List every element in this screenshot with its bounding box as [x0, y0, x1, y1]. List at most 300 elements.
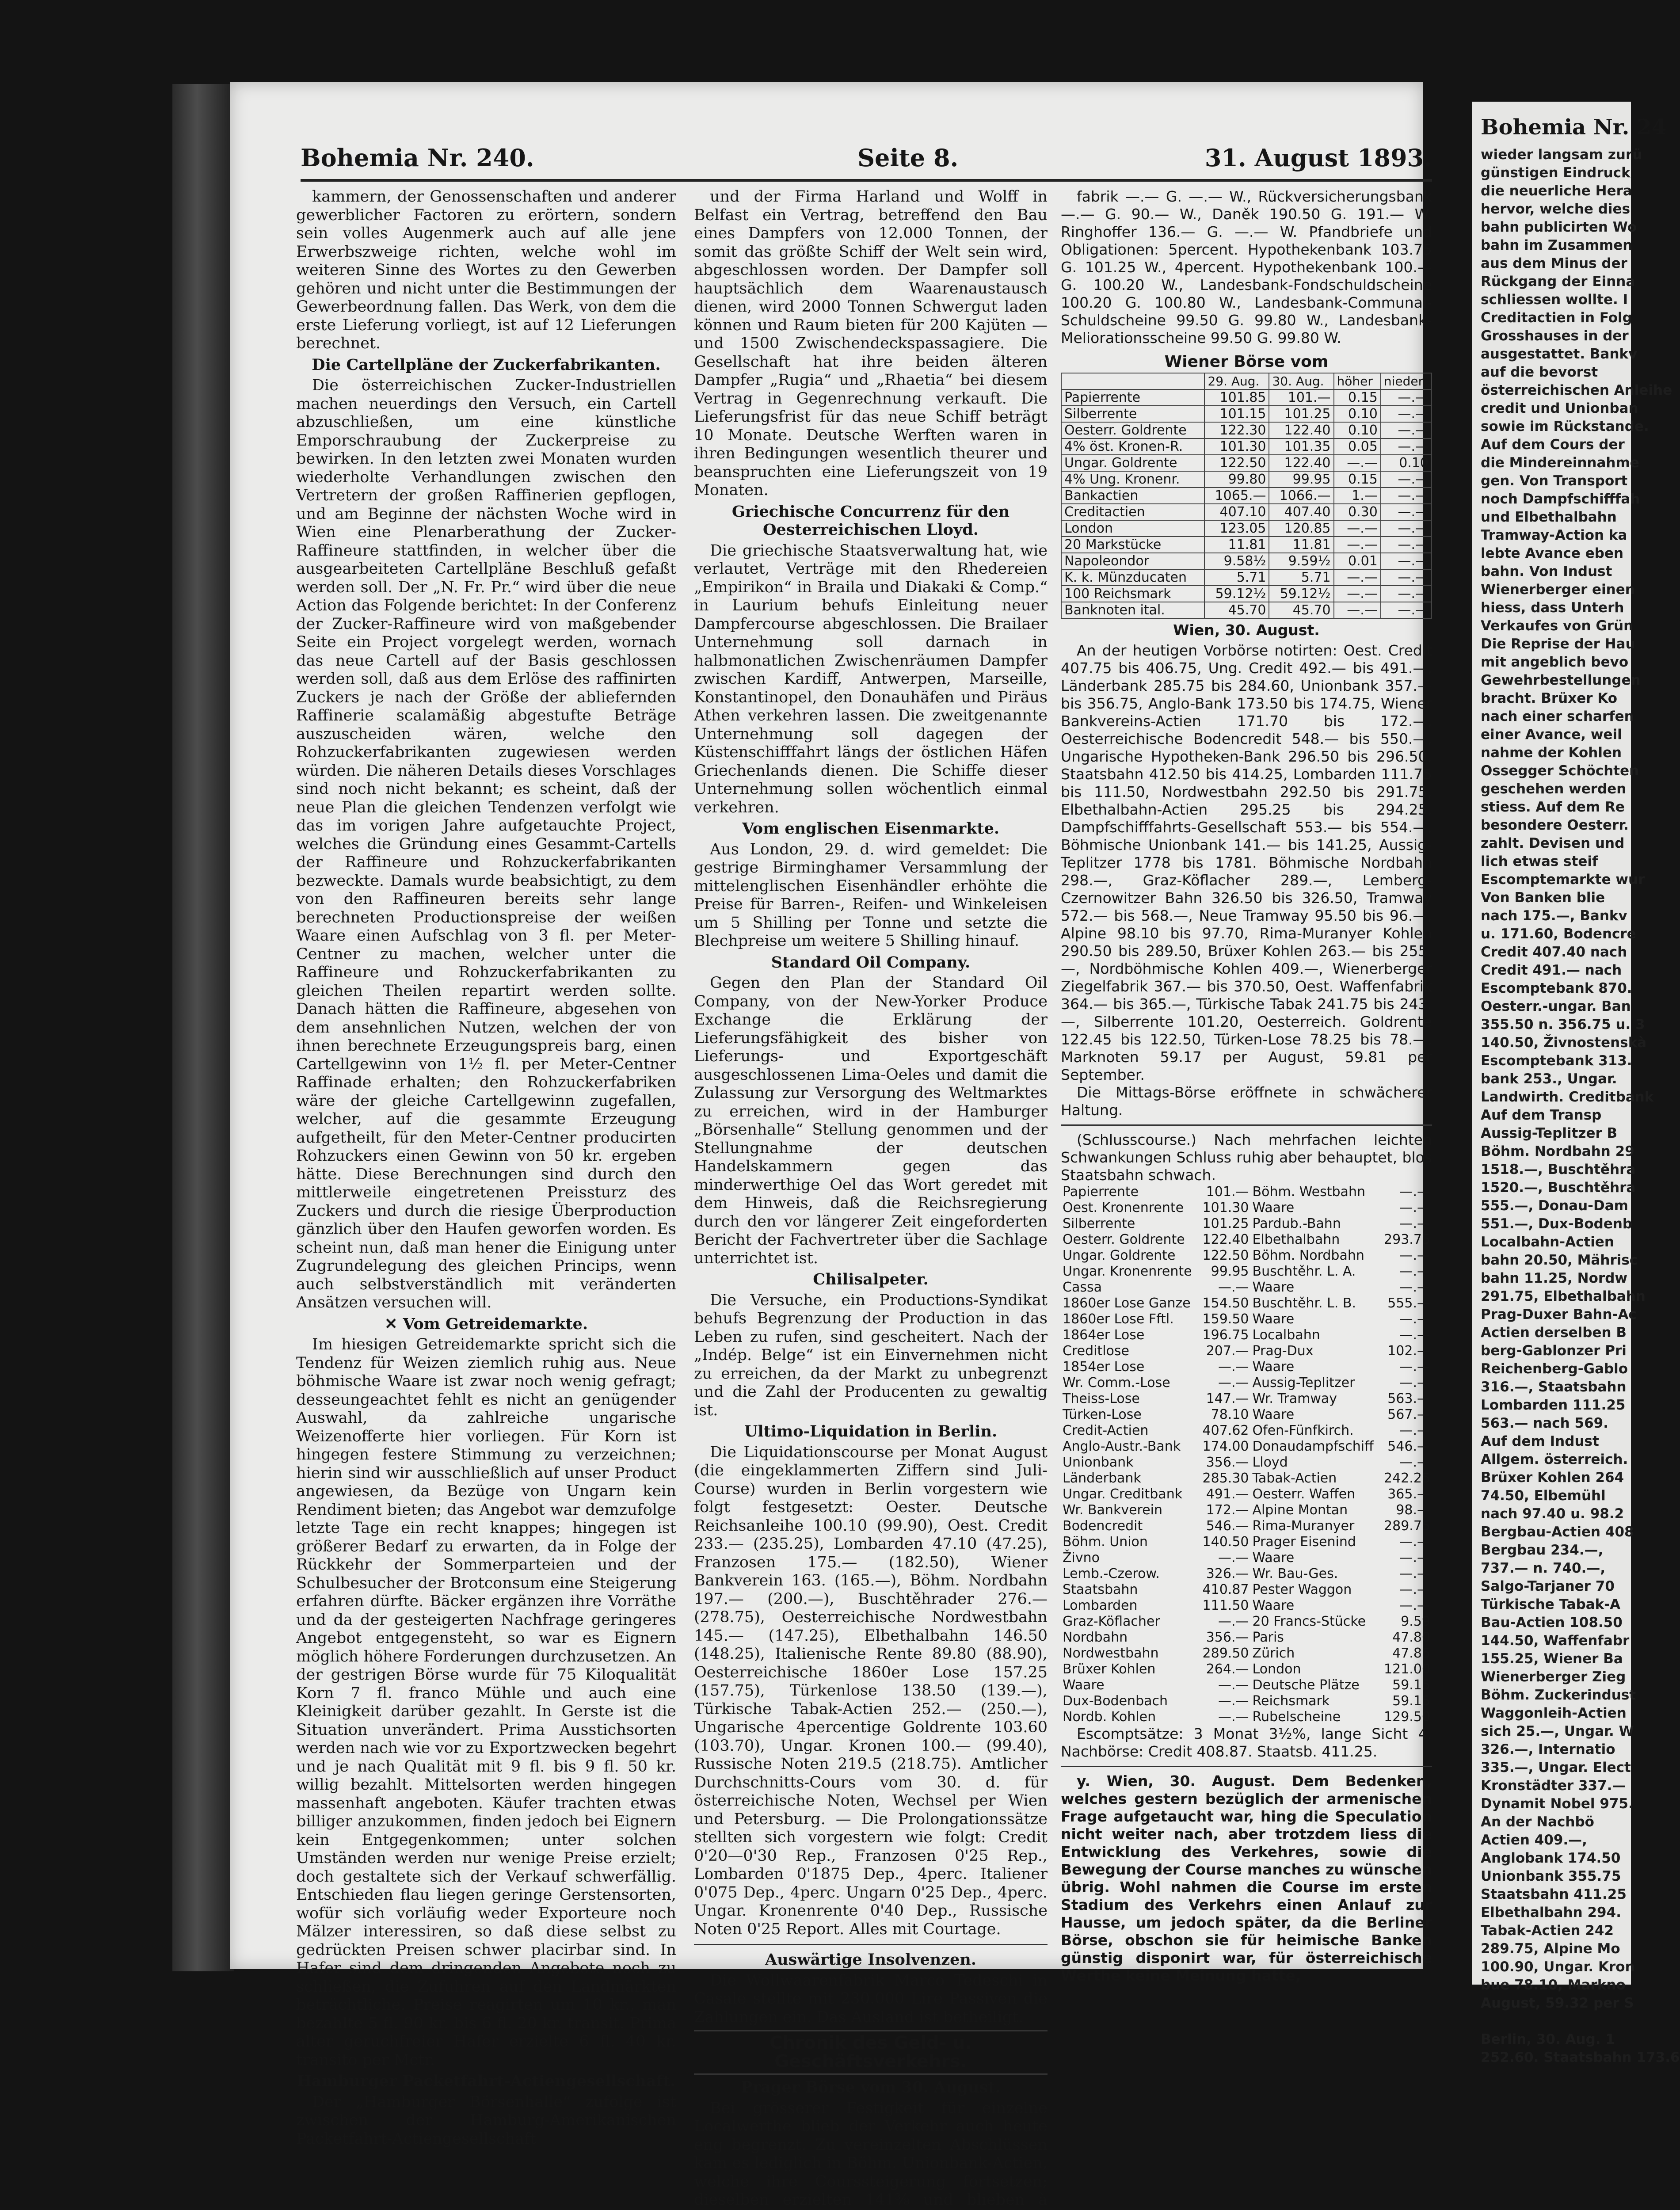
schlusscourse-value: 159.50: [1199, 1311, 1250, 1327]
adjacent-page-line: bue 78.10, Markno: [1481, 1976, 1631, 1994]
adjacent-page-line: zahlt. Devisen und: [1481, 834, 1631, 853]
schlusscourse-value: 129.50: [1380, 1709, 1432, 1725]
schlusscourse-label: Reichsmark: [1251, 1693, 1380, 1709]
schlusscourse-value: 285.30: [1199, 1471, 1250, 1486]
schlusscourse-label: Cassa: [1061, 1280, 1199, 1296]
adjacent-page-line: An der Nachbö: [1481, 1813, 1631, 1831]
adjacent-page-line: 289.75, Alpine Mo: [1481, 1940, 1631, 1958]
adjacent-page-line: 355.50 n. 356.75 u. 3: [1481, 1016, 1631, 1034]
schlusscourse-value: 122.50: [1199, 1248, 1250, 1264]
schlusscourse-value: 174.00: [1199, 1439, 1250, 1455]
schlusscourse-label: Ungar. Goldrente: [1061, 1248, 1199, 1264]
adjacent-page-line: Türkische Tabak-A: [1481, 1596, 1631, 1614]
adjacent-page-line: gen. Von Transport: [1481, 472, 1631, 490]
adjacent-page-line: Landwirth. Creditbank: [1481, 1088, 1631, 1106]
rates-value: —.—: [1334, 602, 1381, 618]
adjacent-page-line: und Elbethalbahn: [1481, 508, 1631, 526]
adjacent-page-line: die Mindereinnahme: [1481, 454, 1631, 472]
adjacent-page-line: Actien derselben B: [1481, 1324, 1631, 1342]
adjacent-page-line: bank 253., Ungar.: [1481, 1070, 1631, 1088]
rates-header-cell: höher: [1334, 373, 1381, 389]
schlusscourse-label: Aussig-Teplitzer: [1251, 1375, 1380, 1391]
adjacent-page-line: einer Avance, weil: [1481, 726, 1631, 744]
adjacent-page-line: Dynamit Nobel 975.: [1481, 1795, 1631, 1813]
rates-value: —.—: [1381, 504, 1432, 520]
adjacent-page-line: Aussig-Teplitzer B: [1481, 1124, 1631, 1143]
adjacent-page-line: lebte Avance eben: [1481, 545, 1631, 563]
adjacent-page-line: bahn. Von Indust: [1481, 563, 1631, 581]
adjacent-page-line: sowie im Rückstande.: [1481, 418, 1631, 436]
col2-divider: [694, 1944, 1048, 1945]
col1-hamburger-text: Der „Hamburger Börsenhalle“ zufolge ist zwischen der Hamburg-Amerikanischen Packetfahrt-Actiengesellschaft: [296, 2093, 676, 2149]
schlusscourse-row: [1061, 1646, 1432, 1661]
schlusscourse-value: 47.85: [1380, 1646, 1432, 1661]
schlusscourse-row: [1061, 1455, 1432, 1471]
schlusscourse-value: 172.—: [1199, 1502, 1250, 1518]
rates-row: [1061, 537, 1432, 553]
schlusscourse-row: [1061, 1439, 1432, 1455]
schlusscourse-value: —.—: [1199, 1280, 1250, 1296]
rates-value: 0.15: [1334, 389, 1381, 406]
col3-top-text: fabrik —.— G. —.— W., Rückversicherungsbank —.— G. 90.— W., Daněk 190.50 G. 191.— W. Ringhoffer 136.— G. —.— W. Pfandbriefe und Obligationen: 5percent. Hypothekenbank 103.75 G. 101.25 W., 4percent. Hypothekenbank 100.— G. 100.20 W., Landesbank-Fondschuldscheine 100.20 G. 100.80 W., Landesbank-Communal-Schuldscheine 99.50 G. 99.80 W., Landesbank-Meliorationsscheine 99.50 G. 99.80 W.: [1061, 188, 1432, 347]
rates-value: 11.81: [1204, 537, 1269, 553]
rates-row: [1061, 389, 1432, 406]
adjacent-page-line: Elbethalbahn 294.: [1481, 1904, 1631, 1922]
adjacent-page-line: 155.25, Wiener Ba: [1481, 1650, 1631, 1668]
schlusscourse-row: [1061, 1614, 1432, 1630]
schlusscourse-row: [1061, 1630, 1432, 1646]
schlusscourse-value: —.—: [1380, 1264, 1432, 1280]
schlusscourse-value: —.—: [1380, 1534, 1432, 1550]
column-2: [694, 188, 1048, 2210]
schlusscourse-value: —.—: [1380, 1582, 1432, 1598]
schlusscourse-value: 122.40: [1199, 1232, 1250, 1248]
rates-value: —.—: [1381, 488, 1432, 504]
adjacent-page-line: Grosshauses in der: [1481, 327, 1631, 345]
col2-standard-oil-text: Gegen den Plan der Standard Oil Company, von der New-Yorker Produce Exchange die Erklärung der Lieferungsfähigkeit des bisher von Lieferungs- und Exportgeschäft ausgeschlossenen Lima-Oeles und damit die Zulassung zur Versorgung des Weltmarktes zu erreichen, wird in der Hamburger „Börsenhalle“ Stellung genommen und der Stellungnahme der deutschen Handelskammern gegen das minderwerthige Oel das Wort geredet mit dem Hinweis, daß die Reichsregierung durch den vor längerer Zeit eingeforderten Bericht der Fachvertreter über die Sachlage unterrichtet ist.: [694, 974, 1048, 1268]
schlusscourse-value: —.—: [1199, 1550, 1250, 1566]
rates-header-row: [1061, 373, 1432, 389]
rates-value: 99.80: [1204, 471, 1269, 488]
adjacent-page-header: Bohemia Nr. 24: [1481, 115, 1666, 140]
rates-value: 9.59½: [1269, 553, 1333, 569]
rates-row: [1061, 553, 1432, 569]
schlusscourse-value: 196.75: [1199, 1327, 1250, 1343]
rates-value: —.—: [1334, 455, 1381, 471]
rates-value: 45.70: [1204, 602, 1269, 618]
adjacent-page-text: [1481, 146, 1631, 2067]
schlusscourse-label: Dux-Bodenbach: [1061, 1693, 1199, 1709]
schlusscourse-table: [1061, 1184, 1432, 1725]
schlusscourse-label: Nordwestbahn: [1061, 1646, 1199, 1661]
rates-row: [1061, 438, 1432, 455]
rates-value: 11.81: [1269, 537, 1333, 553]
col1-heading-getreide: ✕ Vom Getreidemarkte.: [296, 1315, 676, 1334]
adjacent-page-line: hiess, dass Unterh: [1481, 599, 1631, 617]
rates-value: 0.01: [1334, 553, 1381, 569]
rates-value: 101.—: [1269, 389, 1333, 406]
schlusscourse-row: [1061, 1280, 1432, 1296]
adjacent-page-line: Kronstädter 337.—: [1481, 1777, 1631, 1795]
rates-value: —.—: [1381, 537, 1432, 553]
rates-value: —.—: [1381, 553, 1432, 569]
schlusscourse-label: Paris: [1251, 1630, 1380, 1646]
adjacent-page-line: Auf dem Indust: [1481, 1433, 1631, 1451]
schlusscourse-value: —.—: [1199, 1677, 1250, 1693]
schlusscourse-label: Waare: [1251, 1550, 1380, 1566]
rates-value: 1.—: [1334, 488, 1381, 504]
rates-value: —.—: [1381, 438, 1432, 455]
rates-row: [1061, 569, 1432, 586]
schlusscourse-label: Waare: [1251, 1280, 1380, 1296]
rates-label: London: [1061, 520, 1204, 537]
schlusscourse-label: Wr. Tramway: [1251, 1391, 1380, 1407]
schlusscourse-label: Rubelscheine: [1251, 1709, 1380, 1725]
rates-header-cell: 30. Aug.: [1269, 373, 1333, 389]
rates-value: 59.12½: [1269, 586, 1333, 602]
adjacent-page-line: günstigen Eindruck: [1481, 164, 1631, 182]
schlusscourse-label: Zürich: [1251, 1646, 1380, 1661]
adjacent-page-line: Credit 491.— nach: [1481, 961, 1631, 979]
chronik-heading: Chronik des Geld- u. Geschäftsverkehrs.: [694, 2030, 1048, 2075]
rates-value: 0.30: [1334, 504, 1381, 520]
schlusscourse-value: 9.59: [1380, 1614, 1432, 1630]
adjacent-page-line: auf die bevorst: [1481, 363, 1631, 381]
schlusscourse-label: Waare: [1251, 1311, 1380, 1327]
adjacent-page-line: nahme der Kohlen: [1481, 744, 1631, 762]
schlusscourse-label: Theiss-Lose: [1061, 1391, 1199, 1407]
header-title: Bohemia Nr. 240.: [301, 144, 534, 172]
adjacent-page-line: Bergbau 234.—,: [1481, 1541, 1631, 1559]
schlusscourse-value: 356.—: [1199, 1630, 1250, 1646]
adjacent-page-line: österreichischen Anleihe: [1481, 381, 1631, 400]
adjacent-page-line: Von Banken blie: [1481, 889, 1631, 907]
adjacent-page-line: geschehen werden: [1481, 780, 1631, 798]
schlusscourse-value: —.—: [1380, 1423, 1432, 1439]
schlusscourse-label: Buschtěhr. L. B.: [1251, 1296, 1380, 1311]
schlusscourse-row: [1061, 1582, 1432, 1598]
adjacent-page-line: 140.50, Živnostenskà: [1481, 1034, 1631, 1052]
schlusscourse-row: [1061, 1693, 1432, 1709]
rates-value: 120.85: [1269, 520, 1333, 537]
adjacent-page-line: stiess. Auf dem Re: [1481, 798, 1631, 816]
schlusscourse-row: [1061, 1518, 1432, 1534]
y-wien-report: y. Wien, 30. August. Dem Bedenken, welches gestern bezüglich der armenischen Frage aufgetaucht war, hing die Speculation nicht weiter nach, aber trotzdem liess die Entwicklung des Verkehres, sowie die Bewegung der Course manches zu wünschen übrig. Wohl nahmen die Course im ersten Stadium des Verkehrs einen Anlauf zur Hausse, um jedoch später, da die Berliner Börse, obschon sie für heimische Banken günstig disponirt war, für österreichische Werthe keine Meinung hatte,: [1061, 1772, 1432, 1985]
adjacent-page-line: Rückgang der Einna: [1481, 273, 1631, 291]
schlusscourse-value: 207.—: [1199, 1343, 1250, 1359]
rates-value: 0.05: [1334, 438, 1381, 455]
schlusscourse-row: [1061, 1327, 1432, 1343]
schlusscourse-label: 1860er Lose Ganze: [1061, 1296, 1199, 1311]
rates-label: Oesterr. Goldrente: [1061, 422, 1204, 438]
col2-eisen-text: Aus London, 29. d. wird gemeldet: Die gestrige Birminghamer Versammlung der mittelenglischen Eisenhändler erhöhte die Preise für Barren-, Reifen- und Winkeleisen um 5 Shilling per Tonne und setzte die Blechpreise um weitere 5 Shilling hinauf.: [694, 841, 1048, 951]
rates-label: 100 Reichsmark: [1061, 586, 1204, 602]
schlusscourse-value: 242.25: [1380, 1471, 1432, 1486]
schlusscourse-label: Oesterr. Goldrente: [1061, 1232, 1199, 1248]
schlusscourse-row: [1061, 1359, 1432, 1375]
schlusscourse-row: [1061, 1391, 1432, 1407]
rates-row: [1061, 455, 1432, 471]
schlusscourse-value: 78.10: [1199, 1407, 1250, 1423]
schlusscourse-value: —.—: [1380, 1200, 1432, 1216]
schlusscourse-label: Lemb.-Czerow.: [1061, 1566, 1199, 1582]
adjacent-page-line: ausgestattet. Bankv: [1481, 345, 1631, 363]
schlusscourse-row: [1061, 1311, 1432, 1327]
rates-value: —.—: [1381, 422, 1432, 438]
schlusscourse-row: [1061, 1232, 1432, 1248]
adjacent-page-line: Auf dem Cours der: [1481, 436, 1631, 454]
schlusscourse-value: 289.50: [1199, 1646, 1250, 1661]
col1-getreide-text: Im hiesigen Getreidemarkte spricht sich die Tendenz für Weizen ziemlich ruhig aus. Neue böhmische Waare ist zwar noch wenig gefragt; desseungeachtet fehlt es nicht an genügender Auswahl, da zahlreiche ungarische Weizenofferte hier vorliegen. Für Korn ist hingegen festere Stimmung zu verzeichnen; hierin sind wir ausschließlich auf unser Product angewiesen, da Bezüge von Ungarn kein Rendiment bieten; das Angebot war demzufolge letzte Tage ein recht knappes; hingegen ist größerer Bedarf zu erwarten, da in Folge der Rückkehr der Sommerparteien und der Schulbesucher der Brotconsum eine Steigerung erfahren dürfte. Bäcker ergänzen ihre Vorräthe und da der gesteigerten Nachfrage geringeres Angebot entgegensteht, so war es Eignern möglich höhere Forderungen durchzusetzen. An der gestrigen Börse wurde für 75 Kiloqualität Korn 7 fl. franco Mühle und auch eine Kleinigkeit darüber gezahlt. In Gerste ist die Situation unverändert. Prima Ausstichsorten werden nach wie vor zu Exportzwecken begehrt und je nach Qualität mit 9 fl. bis 9 fl. 50 kr. willig bezahlt. Mittelsorten werden hingegen massenhaft angeboten. Käufer trachten etwas billiger anzukommen, finden jedoch bei Eignern kein Entgegenkommen; unter solchen Umständen werden nur wenige Preise erzielt; doch gestaltete sich der Verkauf schwerfällig. Entschieden flau liegen geringe Gerstensorten, wofür sich vorläufig weder Exporteure noch Mälzer interessiren, so daß diese selbst zu gedrückten Preisen schwer placirbar sind. In Hafer sind dem dringenden Angebote noch zu schließen, die Zufuhren auf den Landmärkten beträchtliche. Preise reagirten um 10 kr., man bezahlte 5 fl. 90 kr. bis 6 fl. 20 kr. transit. Prima alter geruchfreier Hafer erzielte 6 fl. 40 kr. transito per Mctr.: [296, 1336, 676, 2069]
rates-value: 5.71: [1269, 569, 1333, 586]
schlusscourse-row: [1061, 1423, 1432, 1439]
schlusscourse-label: Unionbank: [1061, 1455, 1199, 1471]
rates-value: 123.05: [1204, 520, 1269, 537]
rates-label: 4% öst. Kronen-R.: [1061, 438, 1204, 455]
rates-label: Banknoten ital.: [1061, 602, 1204, 618]
rates-value: 122.50: [1204, 455, 1269, 471]
adjacent-page-line: Waggonleih-Actien: [1481, 1704, 1631, 1722]
adjacent-page-line: 563.— nach 569.: [1481, 1414, 1631, 1433]
schlusscourse-value: —.—: [1380, 1311, 1432, 1327]
rates-value: 1066.—: [1269, 488, 1333, 504]
adjacent-page-line: hervor, welche dies: [1481, 200, 1631, 218]
adjacent-page-line: Verkaufes von Grün: [1481, 617, 1631, 635]
adjacent-page-line: Reichenberg-Gablo: [1481, 1360, 1631, 1378]
rates-value: —.—: [1381, 389, 1432, 406]
adjacent-page-line: Anglobank 174.50: [1481, 1849, 1631, 1867]
adjacent-page-line: 555.—, Donau-Dam: [1481, 1197, 1631, 1215]
schlusscourse-value: 491.—: [1199, 1486, 1250, 1502]
adjacent-page-line: Berlin, 30. Aug. 1: [1481, 2031, 1631, 2049]
schlusscourse-label: Wr. Bankverein: [1061, 1502, 1199, 1518]
col2-heading-chilisalpeter: Chilisalpeter.: [694, 1270, 1048, 1289]
rates-value: —.—: [1334, 520, 1381, 537]
rates-value: 122.40: [1269, 455, 1333, 471]
adjacent-page-line: Salgo-Tarjaner 70: [1481, 1577, 1631, 1596]
schlusscourse-label: Prag-Dux: [1251, 1343, 1380, 1359]
adjacent-page-line: nach einer scharfen: [1481, 708, 1631, 726]
schlusscourse-row: [1061, 1566, 1432, 1582]
adjacent-page-line: Credit 407.40 nach: [1481, 943, 1631, 961]
adjacent-page-line: 551.—, Dux-Bodenb: [1481, 1215, 1631, 1233]
adjacent-page-line: u. 171.60, Bodencre: [1481, 925, 1631, 943]
schlusscourse-value: —.—: [1380, 1359, 1432, 1375]
adjacent-page-line: Ossegger Schöchten: [1481, 762, 1631, 780]
schlusscourse-row: [1061, 1407, 1432, 1423]
schlusscourse-value: —.—: [1380, 1550, 1432, 1566]
wien-vorboerse-text: An der heutigen Vorbörse notirten: Oest. Credit 407.75 bis 406.75, Ung. Credit 492.— bis 491.—, Länderbank 285.75 bis 284.60, Unionbank 357.— bis 356.75, Anglo-Bank 173.50 bis 174.75, Wiener Bankvereins-Actien 171.70 bis 172.—, Oesterreichische Bodencredit 548.— bis 550.—, Ungarische Hypotheken-Bank 296.50 bis 296.50, Staatsbahn 412.50 bis 414.25, Lombarden 111.75 bis 111.50, Nordwestbahn 292.50 bis 291.75, Elbethalbahn-Actien 295.25 bis 294.25, Dampfschifffahrts-Gesellschaft 553.— bis 554.—, Böhmische Unionbank 141.— bis 141.25, Aussig-Teplitzer 1778 bis 1781. Böhmische Nordbahn 298.—, Graz-Köflacher 289.—, Lemberg-Czernowitzer Bahn 326.50 bis 326.50, Tramway 572.— bis 568.—, Neue Tramway 95.50 bis 96.—, Alpine 98.10 bis 97.70, Rima-Muranyer Kohlen 290.50 bis 289.50, Brüxer Kohlen 263.— bis 255.—, Nordböhmische Kohlen 409.—, Wienerberger Ziegelfabrik 367.— bis 370.50, Oest. Waffenfabrik 364.— bis 365.—, Türkische Tabak 241.75 bis 243.—, Silberrente 101.20, Oesterreich. Goldrente 122.45 bis 122.50, Türken-Lose 78.25 bis 78.—, Marknoten 59.17 per August, 59.81 per September.: [1061, 642, 1432, 1084]
schlusscourse-value: —.—: [1380, 1375, 1432, 1391]
rates-value: —.—: [1334, 569, 1381, 586]
rates-value: 5.71: [1204, 569, 1269, 586]
schlusscourse-value: 293.75: [1380, 1232, 1432, 1248]
schlusscourse-value: 99.95: [1199, 1264, 1250, 1280]
col1-heading-hamburger: Hamburger Packetfahrt-Actiengesellschaft.: [296, 2072, 676, 2091]
adjacent-page-line: sich 25.—, Ungar. W: [1481, 1722, 1631, 1741]
schlusscourse-row: [1061, 1677, 1432, 1693]
schlusscourse-label: Waare: [1061, 1677, 1199, 1693]
schlusscourse-label: Waare: [1251, 1407, 1380, 1423]
rates-value: —.—: [1381, 602, 1432, 618]
schlusscourse-value: 101.—: [1199, 1184, 1250, 1200]
rates-value: 45.70: [1269, 602, 1333, 618]
adjacent-page-line: Die Reprise der Hau: [1481, 635, 1631, 653]
schlusscourse-label: Pardub.-Bahn: [1251, 1216, 1380, 1232]
schlusscourse-label: London: [1251, 1661, 1380, 1677]
schlusscourse-row: [1061, 1598, 1432, 1614]
rates-label: Napoleondor: [1061, 553, 1204, 569]
adjacent-page-line: bahn im Zusammen: [1481, 236, 1631, 255]
schlusscourse-label: Silberrente: [1061, 1216, 1199, 1232]
schlusscourse-value: 59.15: [1380, 1677, 1432, 1693]
col3-divider: [1061, 1124, 1432, 1126]
adjacent-page-line: 291.75, Elbethalbahn: [1481, 1288, 1631, 1306]
schlusscourse-row: [1061, 1216, 1432, 1232]
rates-value: 407.40: [1269, 504, 1333, 520]
schlusscourse-label: Lombarden: [1061, 1598, 1199, 1614]
schlusscourse-value: 407.62: [1199, 1423, 1250, 1439]
adjacent-page-line: nach 97.40 u. 98.2: [1481, 1505, 1631, 1523]
schlusscourse-text: (Schlusscourse.) Nach mehrfachen leichten Schwankungen Schluss ruhig aber behauptet, blos Staatsbahn schwach.: [1061, 1131, 1432, 1184]
adjacent-page-line: Böhm. Nordbahn 29: [1481, 1143, 1631, 1161]
rates-label: 20 Markstücke: [1061, 537, 1204, 553]
col1-zucker-text: Die österreichischen Zucker-Industriellen machen neuerdings den Versuch, ein Cartell abzuschließen, um eine künstliche Emporschraubung der Zuckerpreise zu bewirken. In den letzten zwei Monaten wurden wiederholte Verhandlungen zwischen den Vertretern der großen Raffinerien gepflogen, und am Beginne der nächsten Woche wird in Wien eine Plenarberathung der Zucker-Raffineure stattfinden, in welcher über die ausgearbeiteten Cartellpläne Beschluß gefaßt werden soll. Der „N. Fr. Pr.“ wird über die neue Action das Folgende berichtet: In der Conferenz der Zucker-Raffineure wird von maßgebender Seite ein Project vorgelegt werden, wornach das neue Cartell auf der Basis geschlossen werden soll, daß aus dem Erlöse des raffinirten Zuckers je nach der Größe der abliefernden Raffinerie scalamäßig abgestufte Beträge auszuscheiden wären, welche den Rohzuckerfabrikanten zugewiesen werden würden. Die näheren Details dieses Vorschlages sind noch nicht bekannt; es scheint, daß der neue Plan die gleichen Tendenzen verfolgt wie das im vorigen Jahre aufgetauchte Project, welches die Gründung eines Gesammt-Cartells der Raffineure und Rohzuckerfabrikanten bezweckte. Damals wurde beabsichtigt, zu dem von den Raffineuren bereits sehr lange berechneten Productionspreise der weißen Waare einen Aufschlag von 3 fl. per Meter-Centner zu machen, welcher unter die Raffineure und Rohzuckerfabrikanten zu gleichen Theilen repartirt werden sollte. Danach hätten die Raffineure, abgesehen von dem ansehnlichen Nutzen, welchen der von ihnen berechnete Erzeugungspreis barg, einen Cartellgewinn von 1½ fl. per Meter-Centner Raffinade erhalten; den Rohzuckerfabriken wäre der gleiche Cartellgewinn zugefallen, welcher, auf die gesammte Erzeugung aufgetheilt, für den Meter-Centner producirten Rohzuckers einen Gewinn von 50 kr. ergeben hätte. Diese Berechnungen sind durch den mittlerweile eingetretenen Preissturz des Zuckers und durch die riesige Überproduction gänzlich über den Haufen geworfen worden. Es scheint nun, daß man hener die Einigung unter Zugrundelegung des gleichen Princips, wenn auch selbstverständlich mit veränderten Ansätzen versuchen will.: [296, 377, 676, 1312]
rates-header-cell: nieder: [1381, 373, 1432, 389]
schlusscourse-label: Bodencredit: [1061, 1518, 1199, 1534]
adjacent-page-line: mit angeblich bevo: [1481, 653, 1631, 671]
adjacent-page-line: 316.—, Staatsbahn: [1481, 1378, 1631, 1396]
schlusscourse-row: [1061, 1550, 1432, 1566]
rates-value: 0.10: [1334, 422, 1381, 438]
col2-heading-lloyd: Griechische Concurrenz für den Oesterreichischen Lloyd.: [694, 503, 1048, 539]
adjacent-page-line: Oesterr.-ungar. Ban: [1481, 998, 1631, 1016]
wiener-boerse-title: Wiener Börse vom: [1061, 353, 1432, 371]
adjacent-page-line: berg-Gablonzer Pri: [1481, 1342, 1631, 1360]
adjacent-page-line: [1481, 2012, 1631, 2031]
schlusscourse-value: 365.—: [1380, 1486, 1432, 1502]
schlusscourse-value: 121.00: [1380, 1661, 1432, 1677]
header-page-number: Seite 8.: [857, 144, 958, 172]
schlusscourse-value: 563.—: [1380, 1391, 1432, 1407]
rates-value: 0.10: [1381, 455, 1432, 471]
adjacent-page-line: 252.60. Staatsbahn 173.6: [1481, 2049, 1631, 2067]
col2-chilisalpeter-text: Die Versuche, ein Productions-Syndikat behufs Begrenzung der Production in das Leben zu rufen, sind gescheitert. Nach der „Indép. Belge“ ist ein Einvernehmen nicht zu erreichen, da der Markt zu unbegrenzt und die Zahl der Producenten zu gewaltig ist.: [694, 1292, 1048, 1420]
rates-label: Ungar. Goldrente: [1061, 455, 1204, 471]
adjacent-page-line: lich etwas steif: [1481, 853, 1631, 871]
rates-value: 9.58½: [1204, 553, 1269, 569]
adjacent-page-line: noch Dampfschifffah: [1481, 490, 1631, 508]
rates-header-cell: 29. Aug.: [1204, 373, 1269, 389]
schlusscourse-value: 326.—: [1199, 1566, 1250, 1582]
escompte-text: Escomptsätze: 3 Monat 3½%, lange Sicht 4. Nachbörse: Credit 408.87. Staatsb. 411.25.: [1061, 1725, 1432, 1760]
adjacent-page-line: Tramway-Action ka: [1481, 526, 1631, 545]
rates-label: Silberrente: [1061, 406, 1204, 422]
col2-ultimo-text: Die Liquidationscourse per Monat August (die eingeklammerten Ziffern sind Juli-Course) wurden in Berlin vorgestern wie folgt festgesetzt: Oester. Deutsche Reichsanleihe 100.10 (99.90), Oest. Credit 233.— (235.25), Lombarden 47.10 (47.25), Franzosen 175.— (182.50), Wiener Bankverein 163. (165.—), Böhm. Nordbahn 197.— (200.—), Buschtěhrader 276.— (278.75), Oesterreichische Nordwestbahn 145.— (147.25), Elbethalbahn 146.50 (148.25), Italienische Rente 89.80 (88.90), Oesterreichische 1860er Lose 157.25 (157.75), Türkenlose 138.50 (139.—), Türkische Tabak-Actien 252.— (250.—), Ungarische 4percentige Goldrente 103.60 (103.70), Ungar. Kronen 100.— (99.40), Russische Noten 219.5 (218.75). Amtlicher Durchschnitts-Cours vom 30. d. für österreichische Noten, Wechsel per Wien und Petersburg. — Die Prolongationssätze stellten sich vorgestern wie folgt: Credit 0'20—0'30 Rep., Franzosen 0'25 Rep., Lombarden 0'1875 Dep., 4perc. Italiener 0'075 Dep., 4perc. Ungarn 0'25 Dep., 4perc. Ungar. Kronenrente 0'40 Dep., Russische Noten 0'25 Report. Alles mit Courtage.: [694, 1444, 1048, 1939]
schlusscourse-label: Creditlose: [1061, 1343, 1199, 1359]
col1-intro: kammern, der Genossenschaften und anderer gewerblicher Factoren zu erörtern, sondern sein volles Augenmerk auch auf alle jene Erwerbszweige richten, welche wohl im weiteren Sinne des Wortes zu den Gewerben gehören und nicht unter die Bestimmungen der Gewerbeordnung fallen. Das Werk, von dem die erste Lieferung vorliegt, ist auf 12 Lieferungen berechnet.: [296, 188, 676, 353]
col2-heading-ultimo: Ultimo-Liquidation in Berlin.: [694, 1422, 1048, 1441]
schlusscourse-row: [1061, 1248, 1432, 1264]
rates-value: 101.30: [1204, 438, 1269, 455]
col2-heading-eisen: Vom englischen Eisenmarkte.: [694, 819, 1048, 838]
schlusscourse-label: Deutsche Plätze: [1251, 1677, 1380, 1693]
adjacent-page-line: Unionbank 355.75: [1481, 1867, 1631, 1886]
schlusscourse-value: —.—: [1380, 1598, 1432, 1614]
adjacent-page-line: Staatsbahn 411.25: [1481, 1886, 1631, 1904]
adjacent-page-line: bahn 20.50, Mährisc: [1481, 1251, 1631, 1269]
schlusscourse-value: 289.75: [1380, 1518, 1432, 1534]
schlusscourse-value: —.—: [1380, 1327, 1432, 1343]
adjacent-page-line: Wienerberger Zieg: [1481, 1668, 1631, 1686]
schlusscourse-value: 147.—: [1199, 1391, 1250, 1407]
schlusscourse-row: [1061, 1471, 1432, 1486]
schlusscourse-value: 102.—: [1380, 1343, 1432, 1359]
adjacent-page-line: Creditactien in Folg: [1481, 309, 1631, 327]
rates-row: [1061, 520, 1432, 537]
rates-row: [1061, 488, 1432, 504]
schlusscourse-value: —.—: [1380, 1216, 1432, 1232]
rates-row: [1061, 586, 1432, 602]
page-header: [301, 139, 1432, 182]
col2-intro: und der Firma Harland und Wolff in Belfast ein Vertrag, betreffend den Bau eines Dampfers von 12.000 Tonnen, der somit das größte Schiff der Welt sein wird, abgeschlossen worden. Der Dampfer soll hauptsächlich dem Waarenaustausch dienen, wird 2000 Tonnen Schwergut laden können und Raum bieten für 200 Kajüten — und 1500 Zwischendeckspassagiere. Die Gesellschaft hat ihre beiden älteren Dampfer „Rugia“ und „Rhaetia“ bei diesem Vertrag in Gegenrechnung verkauft. Die Lieferungsfrist für das neue Schiff beträgt 10 Monate. Deutsche Werften waren in ihren Bedingungen wesentlich theurer und beanspruchten eine Lieferungszeit von 19 Monaten.: [694, 188, 1048, 500]
rates-value: 0.15: [1334, 471, 1381, 488]
schlusscourse-value: 140.50: [1199, 1534, 1250, 1550]
schlusscourse-label: Ofen-Fünfkirch.: [1251, 1423, 1380, 1439]
rates-value: 0.10: [1334, 406, 1381, 422]
rates-value: —.—: [1381, 406, 1432, 422]
rates-value: 59.12½: [1204, 586, 1269, 602]
adjacent-page-line: Lombarden 111.25: [1481, 1396, 1631, 1414]
adjacent-page-line: 1518.—, Buschtěhra: [1481, 1161, 1631, 1179]
rates-value: 122.30: [1204, 422, 1269, 438]
col2-heading-standard-oil: Standard Oil Company.: [694, 953, 1048, 972]
schlusscourse-label: 20 Francs-Stücke: [1251, 1614, 1380, 1630]
schlusscourse-label: Böhm. Nordbahn: [1251, 1248, 1380, 1264]
schlusscourse-value: 98.—: [1380, 1502, 1432, 1518]
rates-row: [1061, 406, 1432, 422]
rates-value: 99.95: [1269, 471, 1333, 488]
schlusscourse-label: Donaudampfschiff: [1251, 1439, 1380, 1455]
schlusscourse-label: 1854er Lose: [1061, 1359, 1199, 1375]
adjacent-page-line: 144.50, Waffenfabr: [1481, 1632, 1631, 1650]
schlusscourse-value: —.—: [1199, 1375, 1250, 1391]
schlusscourse-label: Nordbahn: [1061, 1630, 1199, 1646]
adjacent-page-line: die neuerliche Hera: [1481, 182, 1631, 200]
schlusscourse-label: Alpine Montan: [1251, 1502, 1380, 1518]
schlusscourse-value: 101.30: [1199, 1200, 1250, 1216]
rates-header-cell: [1061, 373, 1204, 389]
schlusscourse-value: 47.80: [1380, 1630, 1432, 1646]
schlusscourse-label: Oest. Kronenrente: [1061, 1200, 1199, 1216]
adjacent-page-line: Brüxer Kohlen 264: [1481, 1469, 1631, 1487]
adjacent-page-line: bahn 11.25, Nordw: [1481, 1269, 1631, 1288]
adjacent-page-line: 1520.—, Buschtěhra: [1481, 1179, 1631, 1197]
rates-label: K. k. Münzducaten: [1061, 569, 1204, 586]
book-spine: [172, 84, 234, 1971]
schlusscourse-label: Živno: [1061, 1550, 1199, 1566]
schlusscourse-label: 1864er Lose: [1061, 1327, 1199, 1343]
schlusscourse-label: Buschtěhr. L. A.: [1251, 1264, 1380, 1280]
adjacent-page-line: 335.—, Ungar. Elect: [1481, 1759, 1631, 1777]
schlusscourse-value: 154.50: [1199, 1296, 1250, 1311]
adjacent-page-line: 74.50, Elbemühl: [1481, 1487, 1631, 1505]
rates-row: [1061, 504, 1432, 520]
adjacent-page-line: Escomptebank 313.: [1481, 1052, 1631, 1070]
adjacent-page-line: Bau-Actien 108.50: [1481, 1614, 1631, 1632]
adjacent-page-line: Tabak-Actien 242: [1481, 1922, 1631, 1940]
schlusscourse-label: Elbethalbahn: [1251, 1232, 1380, 1248]
